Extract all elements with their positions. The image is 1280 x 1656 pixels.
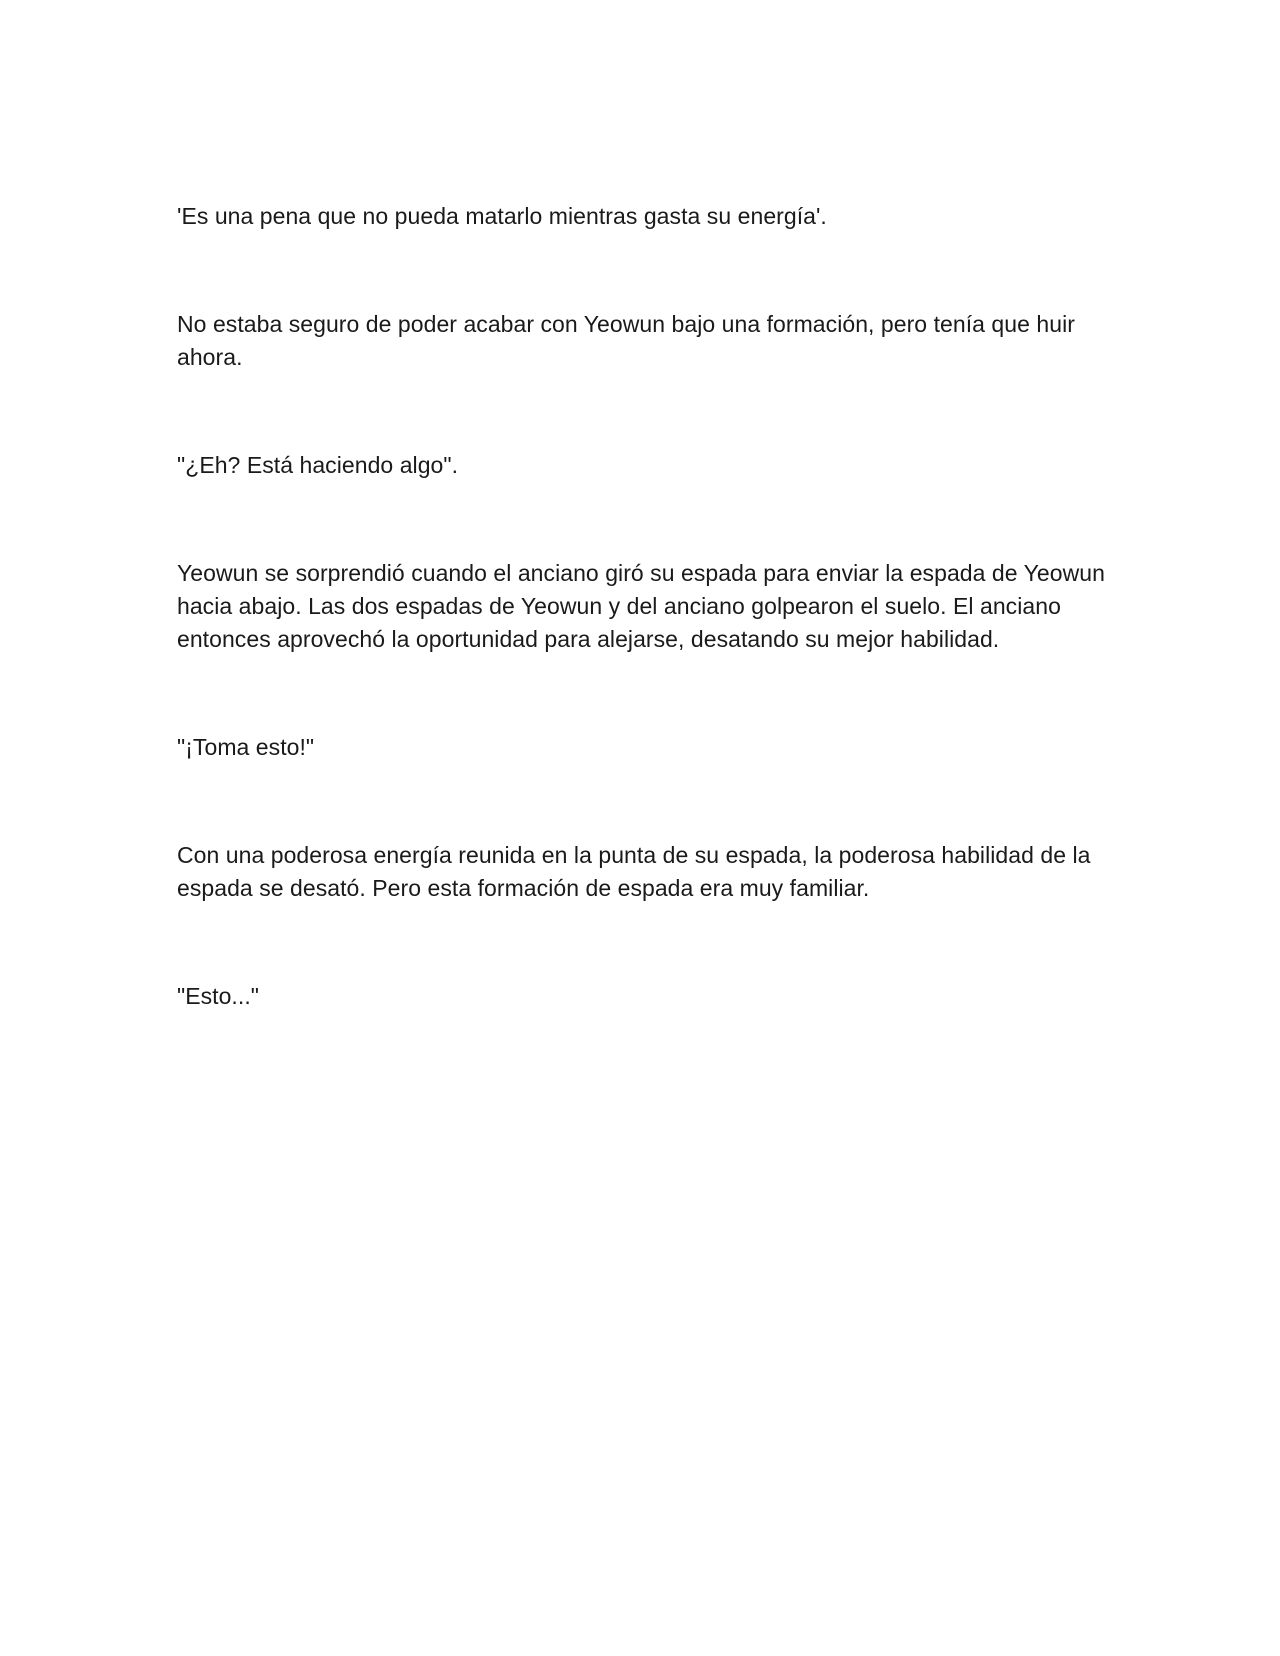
paragraph-2: No estaba seguro de poder acabar con Yeowun bajo una formación, pero tenía que huir ahora. (177, 311, 1075, 370)
paragraph-6: Con una poderosa energía reunida en la punta de su espada, la poderosa habilidad de la espada se desató. Pero esta formación de espada era muy familiar. (177, 842, 1091, 901)
paragraph-7: "Esto..." (177, 983, 259, 1009)
paragraph-1: 'Es una pena que no pueda matarlo mientras gasta su energía'. (177, 203, 827, 229)
document-body (177, 200, 1117, 1088)
paragraph-3: "¿Eh? Está haciendo algo". (177, 452, 459, 478)
paragraph-4: Yeowun se sorprendió cuando el anciano giró su espada para enviar la espada de Yeowun hacia abajo. Las dos espadas de Yeowun y del anciano golpearon el suelo. El anciano entonces aprovechó la oportunidad para alejarse, desatando su mejor habilidad. (177, 560, 1105, 652)
paragraph-5: "¡Toma esto!" (177, 734, 315, 760)
